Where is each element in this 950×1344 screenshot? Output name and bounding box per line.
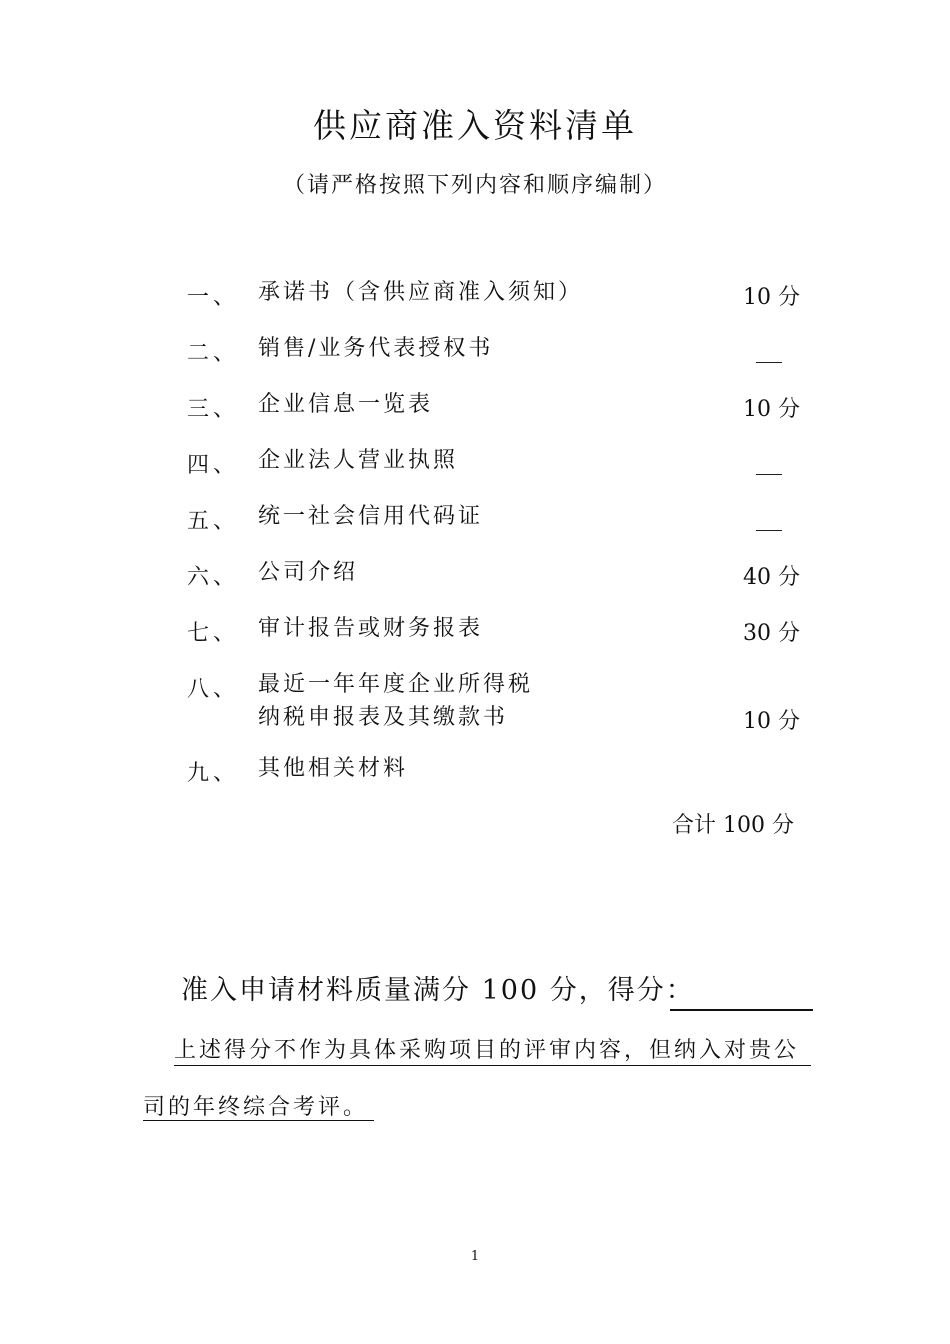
item-number: 八、	[187, 677, 240, 702]
document-title: 供应商准入资料清单	[313, 106, 637, 145]
score-blank-dash	[756, 474, 782, 475]
item-label: 公司介绍	[258, 560, 359, 585]
item-number: 六、	[187, 565, 240, 590]
note-line-2: 司的年终综合考评。	[143, 1095, 369, 1120]
item-score: 10 分	[743, 709, 800, 734]
item-label: 销售/业务代表授权书	[258, 336, 494, 361]
total-score: 合计 100 分	[672, 813, 794, 838]
score-blank-dash	[756, 362, 782, 363]
item-label: 审计报告或财务报表	[258, 616, 484, 641]
item-number: 一、	[187, 285, 240, 310]
item-number: 四、	[187, 453, 240, 478]
item-number: 五、	[187, 509, 240, 534]
item-number: 二、	[187, 341, 240, 366]
score-blank-dash	[756, 530, 782, 531]
item-score: 10 分	[743, 397, 800, 422]
item-label: 企业法人营业执照	[258, 448, 459, 473]
item-score: 30 分	[743, 621, 800, 646]
item-number: 九、	[187, 761, 240, 786]
score-summary: 准入申请材料质量满分 100 分，得分：	[181, 975, 695, 1006]
document-subtitle: （请严格按照下列内容和顺序编制）	[282, 173, 667, 198]
item-label-continued: 纳税申报表及其缴款书	[258, 705, 509, 730]
item-score: 40 分	[743, 565, 800, 590]
page-number: 1	[470, 1249, 480, 1264]
item-label: 企业信息一览表	[258, 392, 434, 417]
item-score: 10 分	[743, 285, 800, 310]
item-label: 最近一年年度企业所得税	[258, 672, 534, 697]
item-label: 承诺书（含供应商准入须知）	[258, 280, 584, 305]
item-label: 其他相关材料	[258, 756, 409, 781]
item-number: 三、	[187, 397, 240, 422]
note-underline-1	[174, 1065, 811, 1066]
note-line-1: 上述得分不作为具体采购项目的评审内容，但纳入对贵公	[174, 1038, 800, 1063]
item-label: 统一社会信用代码证	[258, 504, 484, 529]
item-number: 七、	[187, 621, 240, 646]
score-fill-in-blank[interactable]	[670, 1009, 813, 1011]
note-underline-2	[143, 1120, 374, 1121]
